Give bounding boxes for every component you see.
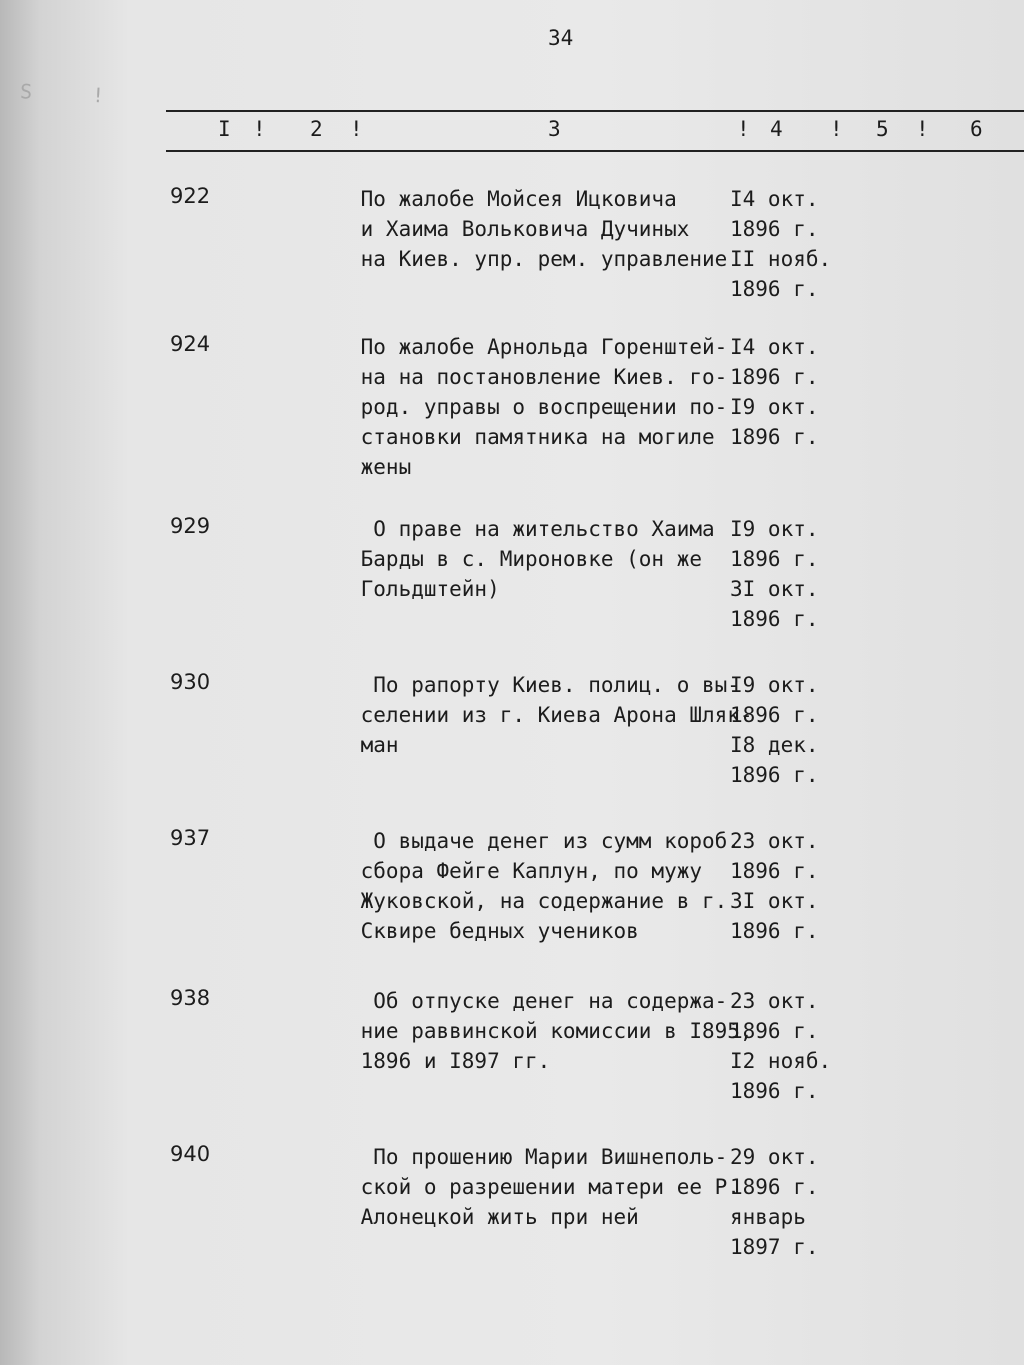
column-separator-3: !	[737, 117, 750, 141]
header-bottom-rule	[166, 150, 1024, 152]
entry-description-line: селении из г. Киева Арона Шляк-	[348, 703, 753, 727]
entry-description-line: По прошению Марии Вишнеполь-	[348, 1145, 728, 1169]
entry-description-line: 1896 и I897 гг.	[348, 1049, 551, 1073]
entry-date-line: 3I окт.	[730, 577, 819, 601]
column-separator-4: !	[830, 117, 843, 141]
entry-number: 938	[170, 986, 211, 1010]
page-number: 34	[548, 26, 574, 50]
entry-date-line: 1896 г.	[730, 1079, 819, 1103]
entry-description-line: Жуковской, на содержание в г.	[348, 889, 728, 913]
column-header-3: 3	[548, 117, 561, 141]
entry-date-line: 1897 г.	[730, 1235, 819, 1259]
entry-date-line: 1896 г.	[730, 425, 819, 449]
entry-description-line: Алонецкой жить при ней	[348, 1205, 639, 1229]
entry-description-line: род. управы о воспрещении по-	[348, 395, 728, 419]
entry-description-line: Об отпуске денег на содержа-	[348, 989, 728, 1013]
entry-description-line: Барды в с. Мироновке (он же	[348, 547, 703, 571]
column-header-4: 4	[770, 117, 783, 141]
column-header-2: 2	[310, 117, 323, 141]
entry-date-line: 1896 г.	[730, 217, 819, 241]
column-separator-1: !	[253, 117, 266, 141]
entry-date-line: 1896 г.	[730, 607, 819, 631]
entry-date-line: I8 дек.	[730, 733, 819, 757]
entry-date-line: I2 нояб.	[730, 1049, 832, 1073]
entry-date-line: I9 окт.	[730, 517, 819, 541]
entry-date-line: II нояб.	[730, 247, 832, 271]
column-separator-5: !	[916, 117, 929, 141]
entry-date-line: 1896 г.	[730, 1175, 819, 1199]
entry-description-line: Сквире бедных учеников	[348, 919, 639, 943]
entry-description-line: О праве на жительство Хаима	[348, 517, 715, 541]
entry-date-line: 1896 г.	[730, 703, 819, 727]
entry-number: 929	[170, 514, 211, 538]
entry-date-line: 1896 г.	[730, 547, 819, 571]
entry-description-line: на на постановление Киев. го-	[348, 365, 728, 389]
entry-date-line: 1896 г.	[730, 1019, 819, 1043]
entry-description-line: Гольдштейн)	[348, 577, 500, 601]
entry-date-line: январь	[730, 1205, 806, 1229]
entry-description-line: на Киев. упр. рем. управление	[348, 247, 728, 271]
entry-date-line: I4 окт.	[730, 187, 819, 211]
entry-date-line: I9 окт.	[730, 673, 819, 697]
entry-description-line: ской о разрешении матери ее Р.	[348, 1175, 740, 1199]
column-header-1: I	[218, 117, 231, 141]
entry-description-line: По рапорту Киев. полиц. о вы-	[348, 673, 740, 697]
entry-description-line: О выдаче денег из сумм короб.	[348, 829, 740, 853]
column-separator-2: !	[350, 117, 363, 141]
entry-date-line: 23 окт.	[730, 989, 819, 1013]
entry-description-line: становки памятника на могиле	[348, 425, 715, 449]
entry-date-line: 29 окт.	[730, 1145, 819, 1169]
entry-number: 940	[170, 1142, 211, 1166]
entry-date-line: I4 окт.	[730, 335, 819, 359]
binding-margin-marks: S !	[19, 79, 129, 109]
column-header-5: 5	[876, 117, 889, 141]
entry-description-line: ние раввинской комиссии в I895,	[348, 1019, 753, 1043]
entry-number: 922	[170, 184, 211, 208]
entry-description-line: сбора Фейге Каплун, по мужу	[348, 859, 703, 883]
entry-date-line: 1896 г.	[730, 859, 819, 883]
entry-date-line: I9 окт.	[730, 395, 819, 419]
entry-number: 937	[170, 826, 211, 850]
header-top-rule	[166, 110, 1024, 112]
entry-description-line: и Хаима Вольковича Дучиных	[348, 217, 690, 241]
column-header-6: 6	[970, 117, 983, 141]
entry-date-line: 3I окт.	[730, 889, 819, 913]
entry-date-line: 23 окт.	[730, 829, 819, 853]
entry-date-line: 1896 г.	[730, 763, 819, 787]
entry-number: 930	[170, 670, 211, 694]
entry-description-line: ман	[348, 733, 399, 757]
entry-number: 924	[170, 332, 211, 356]
entry-description-line: По жалобе Мойсея Ицковича	[348, 187, 677, 211]
entry-date-line: 1896 г.	[730, 277, 819, 301]
entry-description-line: По жалобе Арнольда Горенштей-	[348, 335, 728, 359]
entry-description-line: жены	[348, 455, 412, 479]
entry-date-line: 1896 г.	[730, 365, 819, 389]
entry-date-line: 1896 г.	[730, 919, 819, 943]
